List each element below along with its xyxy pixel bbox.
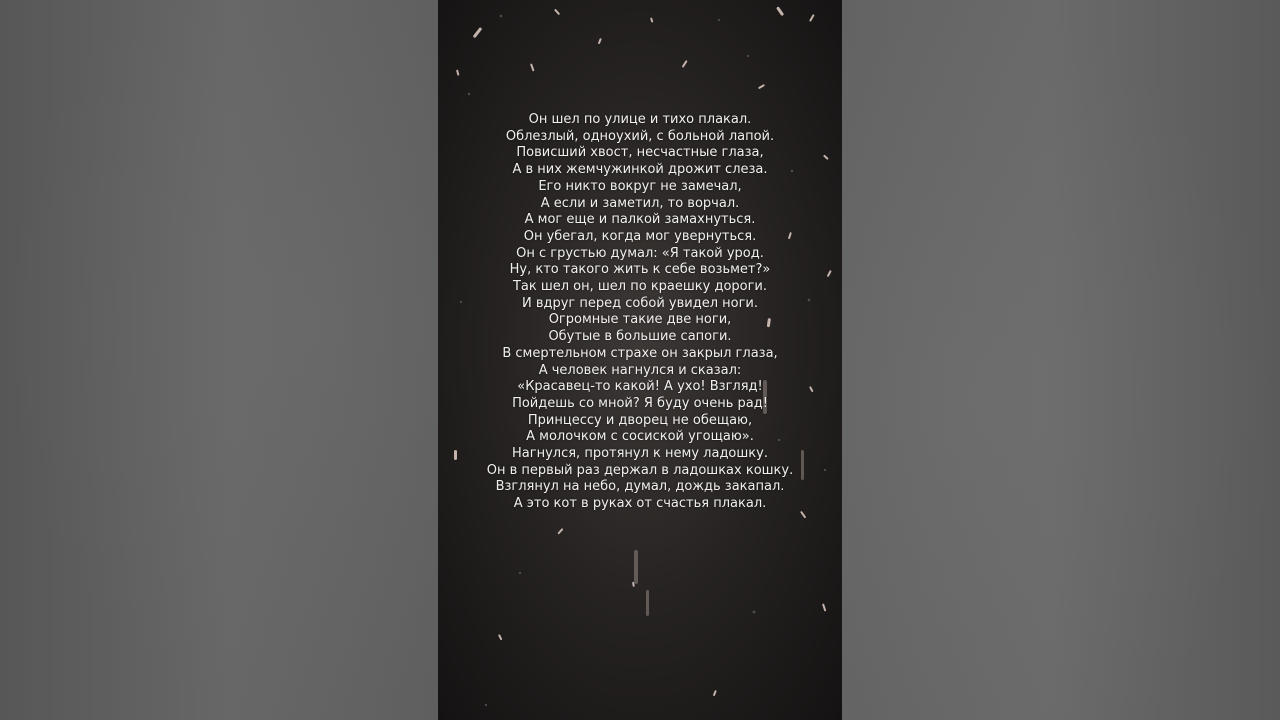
poem-text [460,112,820,513]
poem-line: Он шел по улице и тихо плакал. [528,112,752,127]
poem-line: Повисший хвост, несчастные глаза, [516,145,764,161]
poem-line: А человек нагнулся и сказал: [538,362,742,378]
poem-line: А это кот в руках от счастья плакал. [513,496,767,512]
poem-line: А мог еще и палкой замахнуться. [524,212,756,228]
poem-line: И вдруг перед собой увидел ноги. [521,295,759,311]
poem-line: Принцессу и дворец не обещаю, [527,412,753,428]
poem-line: А в них жемчужинкой дрожит слеза. [512,162,768,178]
poem-line: В смертельном страхе он закрыл глаза, [502,345,778,361]
poem-line: А молочком с сосиской угощаю». [526,429,754,445]
poem-line: Его никто вокруг не замечал, [538,178,742,194]
poem-line: Ну, кто такого жить к себе возьмет?» [509,262,771,278]
poem-line: Он с грустью думал: «Я такой урод. [516,245,764,261]
poem-line: Облезлый, одноухий, с больной лапой. [505,128,775,144]
poem-line: «Красавец-то какой! А ухо! Взгляд! [517,379,763,395]
poem-line: Взглянул на небо, думал, дождь закапал. [495,479,785,495]
blurred-background-right [842,0,1280,720]
poem-line: Огромные такие две ноги, [548,312,732,328]
blurred-background-left [0,0,438,720]
poem-line: Он убегал, когда мог увернуться. [523,228,757,244]
poem-line: А если и заметил, то ворчал. [540,195,740,211]
poem-line: Обутые в большие сапоги. [548,329,732,345]
poem-line: Нагнулся, протянул к нему ладошку. [512,446,768,462]
poem-line: Он в первый раз держал в ладошках кошку. [486,462,794,478]
video-frame[interactable] [438,0,842,720]
poem-line: Так шел он, шел по краешку дороги. [512,279,768,295]
poem-line: Пойдешь со мной? Я буду очень рад! [512,395,768,411]
